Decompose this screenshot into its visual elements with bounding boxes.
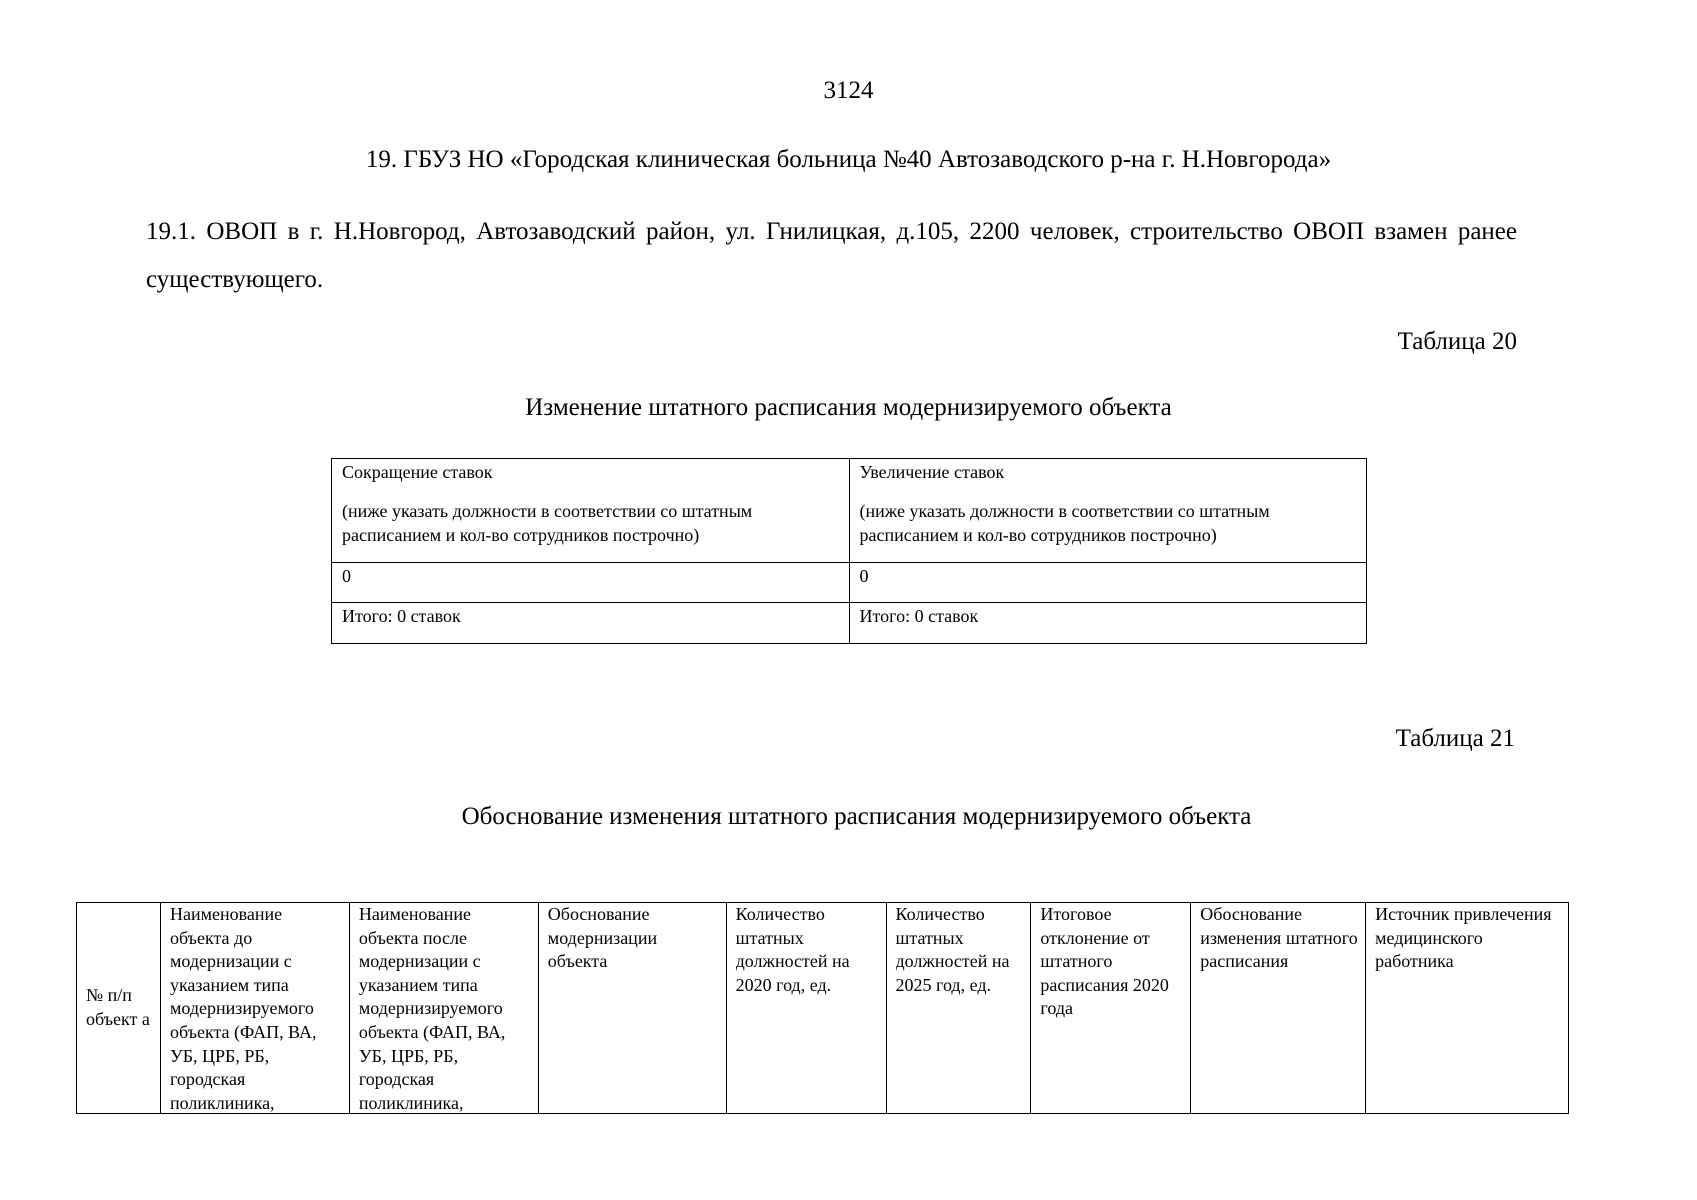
reduction-header-cell bbox=[332, 459, 850, 563]
increase-note: (ниже указать должности в соответствии со штатным расписанием и кол-во сотрудников построчно) bbox=[859, 501, 1270, 545]
column-header-staff-source: Источник привлечения медицинского работника bbox=[1366, 903, 1569, 1114]
table-20-title: Изменение штатного расписания модернизируемого объекта bbox=[525, 394, 1172, 421]
table-21-title: Обоснование изменения штатного расписания модернизируемого объекта bbox=[461, 803, 1252, 830]
reduction-value-cell: 0 bbox=[332, 563, 850, 603]
column-header-staffing-rationale: Обоснование изменения штатного расписания bbox=[1191, 903, 1366, 1114]
object-description-paragraph: 19.1. ОВОП в г. Н.Новгород, Автозаводский район, ул. Гнилицкая, д.105, 2200 человек, строительство ОВОП взамен ранее существующего. bbox=[146, 218, 1517, 293]
column-header-positions-2025: Количество штатных должностей на 2025 год, ед. bbox=[886, 903, 1031, 1114]
staffing-justification-table bbox=[76, 902, 1569, 1114]
column-header-total-deviation: Итоговое отклонение от штатного расписания 2020 года bbox=[1031, 903, 1191, 1114]
section-heading: 19. ГБУЗ НО «Городская клиническая больница №40 Автозаводского р-на г. Н.Новгорода» bbox=[365, 146, 1332, 173]
column-header-number: № п/п объект а bbox=[77, 903, 161, 1114]
table-header-row bbox=[77, 903, 1569, 1114]
table-row bbox=[332, 563, 1367, 603]
increase-value-cell: 0 bbox=[849, 563, 1367, 603]
page-number: 3124 bbox=[823, 77, 874, 104]
increase-total-cell: Итого: 0 ставок bbox=[849, 603, 1367, 644]
column-header-name-before: Наименование объекта до модернизации с указанием типа модернизируемого объекта (ФАП, ВА, УБ, ЦРБ, РБ, городская поликлиника, bbox=[160, 903, 349, 1114]
table-21-label: Таблица 21 bbox=[1395, 725, 1515, 752]
column-header-modernization-rationale: Обоснование модернизации объекта bbox=[538, 903, 726, 1114]
table-row bbox=[332, 459, 1367, 563]
increase-header: Увеличение ставок bbox=[859, 462, 1005, 482]
table-20-label: Таблица 20 bbox=[1397, 328, 1517, 355]
increase-header-cell bbox=[849, 459, 1367, 563]
column-header-positions-2020: Количество штатных должностей на 2020 год, ед. bbox=[726, 903, 886, 1114]
reduction-header: Сокращение ставок bbox=[342, 462, 493, 482]
reduction-total-cell: Итого: 0 ставок bbox=[332, 603, 850, 644]
column-header-name-after: Наименование объекта после модернизации с указанием типа модернизируемого объекта (ФАП, ВА, УБ, ЦРБ, РБ, городская поликлиника, bbox=[349, 903, 538, 1114]
reduction-note: (ниже указать должности в соответствии со штатным расписанием и кол-во сотрудников построчно) bbox=[342, 501, 753, 545]
staffing-change-table bbox=[331, 458, 1367, 644]
table-row bbox=[332, 603, 1367, 644]
